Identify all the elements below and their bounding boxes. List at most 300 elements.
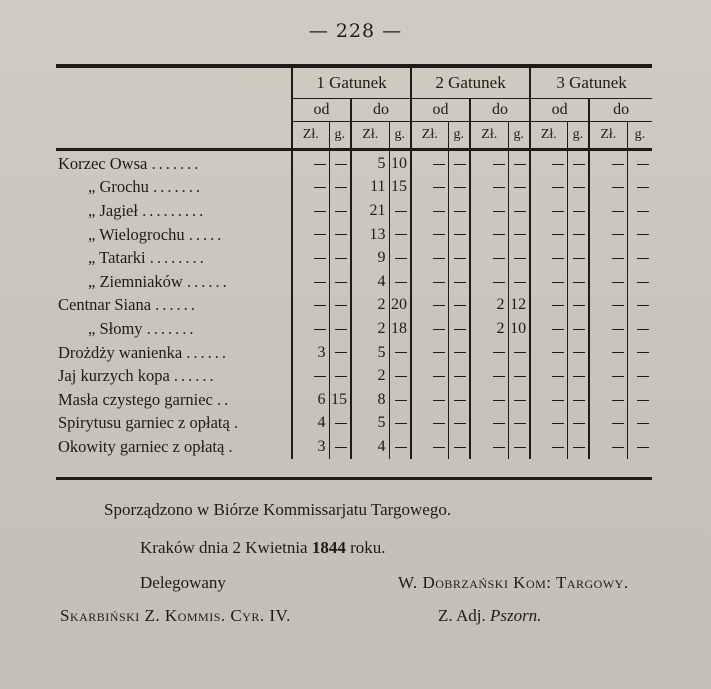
price-cell: 2 (351, 364, 389, 388)
price-cell (589, 199, 627, 223)
empty-dash (314, 258, 326, 259)
leader-dots: . (228, 436, 236, 456)
price-cell (589, 412, 627, 436)
table-bottom-rule (56, 477, 652, 480)
empty-dash (395, 211, 407, 212)
item-name-text: „ Ziemniaków (88, 271, 183, 291)
price-cell (292, 246, 329, 270)
leader-dots: ..... (188, 224, 225, 244)
leader-dots: ....... (146, 318, 197, 338)
empty-dash (514, 187, 526, 188)
empty-dash (552, 164, 564, 165)
price-cell (567, 176, 589, 200)
price-cell (389, 341, 411, 365)
price-cell (292, 223, 329, 247)
empty-dash (433, 376, 445, 377)
leader-dots: .. (216, 389, 232, 409)
table-row (56, 364, 652, 388)
item-name-text: „ Słomy (88, 318, 143, 338)
empty-dash (573, 352, 585, 353)
empty-dash (433, 447, 445, 448)
price-cell: 8 (351, 388, 389, 412)
empty-dash (552, 187, 564, 188)
item-name (56, 176, 292, 200)
empty-dash (612, 447, 624, 448)
price-cell (470, 246, 508, 270)
empty-dash (493, 211, 505, 212)
empty-dash (612, 258, 624, 259)
empty-dash (573, 211, 585, 212)
empty-dash (395, 400, 407, 401)
item-name (56, 294, 292, 318)
empty-dash (573, 447, 585, 448)
price-cell (530, 341, 567, 365)
price-cell (508, 412, 530, 436)
year-suffix: roku. (350, 538, 386, 557)
price-cell (627, 148, 652, 176)
price-cell: 18 (389, 317, 411, 341)
price-cell (627, 341, 652, 365)
price-cell (530, 246, 567, 270)
price-cell (530, 412, 567, 436)
item-name-text: Spirytusu garniec z opłatą (58, 413, 230, 433)
empty-dash (612, 352, 624, 353)
price-cell (448, 388, 470, 412)
empty-dash (395, 258, 407, 259)
leader-dots: ........ (149, 248, 207, 268)
price-cell: 13 (351, 223, 389, 247)
item-name (56, 364, 292, 388)
price-cell (411, 223, 448, 247)
empty-dash (552, 423, 564, 424)
leader-dots: ...... (173, 366, 217, 386)
empty-dash (433, 282, 445, 283)
item-name (56, 317, 292, 341)
price-cell (292, 317, 329, 341)
price-cell (448, 412, 470, 436)
price-cell: 10 (389, 148, 411, 176)
empty-dash (433, 400, 445, 401)
empty-dash (514, 376, 526, 377)
delegate-label: Delegowany (140, 573, 226, 592)
range-od-header: od (530, 99, 589, 122)
price-cell (411, 388, 448, 412)
adjunct-signature (438, 606, 541, 626)
table-row (56, 412, 652, 436)
adjunct-prefix: Z. Adj. (438, 606, 486, 625)
unit-g-header: g. (508, 122, 530, 149)
leader-dots: . (233, 413, 242, 433)
price-cell: 2 (470, 317, 508, 341)
skarbinski-signature: Skarbiński Z. Kommis. Cyr. IV. (60, 606, 291, 625)
empty-dash (493, 282, 505, 283)
empty-dash (433, 258, 445, 259)
price-cell (627, 412, 652, 436)
empty-dash (612, 211, 624, 212)
price-cell (329, 317, 351, 341)
price-cell: 12 (508, 294, 530, 318)
empty-dash (612, 282, 624, 283)
price-cell (329, 223, 351, 247)
empty-dash (552, 400, 564, 401)
unit-header-row (56, 122, 652, 149)
price-cell (470, 435, 508, 459)
empty-dash (433, 234, 445, 235)
price-cell: 6 (292, 388, 329, 412)
empty-dash (454, 447, 466, 448)
empty-dash (433, 187, 445, 188)
price-cell: 21 (351, 199, 389, 223)
empty-dash (514, 258, 526, 259)
price-cell (567, 317, 589, 341)
table-row (56, 199, 652, 223)
empty-dash (335, 423, 347, 424)
leader-dots: ......... (142, 200, 207, 220)
price-cell (530, 364, 567, 388)
empty-dash (395, 376, 407, 377)
empty-dash (612, 164, 624, 165)
commissioner-signature: W. Dobrzański Kom: Targowy. (398, 573, 629, 592)
price-cell: 5 (351, 412, 389, 436)
empty-dash (454, 376, 466, 377)
empty-dash (433, 329, 445, 330)
price-cell (329, 435, 351, 459)
empty-dash (314, 305, 326, 306)
price-cell (411, 435, 448, 459)
price-cell (508, 246, 530, 270)
price-cell (508, 223, 530, 247)
price-cell (470, 388, 508, 412)
item-name (56, 341, 292, 365)
price-cell (292, 148, 329, 176)
empty-dash (493, 423, 505, 424)
header-spacer (56, 122, 292, 149)
price-cell (329, 199, 351, 223)
item-name-text: „ Wielogrochu (88, 224, 185, 244)
price-cell: 4 (351, 435, 389, 459)
empty-dash (573, 305, 585, 306)
empty-dash (454, 329, 466, 330)
empty-dash (514, 234, 526, 235)
price-cell (329, 364, 351, 388)
price-cell (589, 435, 627, 459)
empty-dash (335, 234, 347, 235)
price-cell (470, 412, 508, 436)
empty-dash (514, 211, 526, 212)
empty-dash (637, 164, 649, 165)
price-cell: 4 (351, 270, 389, 294)
empty-dash (612, 305, 624, 306)
price-cell (627, 176, 652, 200)
table-row (56, 246, 652, 270)
price-cell (329, 270, 351, 294)
range-do-header: do (470, 99, 530, 122)
price-cell (627, 435, 652, 459)
price-cell (627, 317, 652, 341)
price-cell (389, 246, 411, 270)
item-name-text: Drożdży wanienka (58, 342, 183, 362)
unit-zl-header: Zł. (292, 122, 329, 149)
empty-dash (573, 282, 585, 283)
price-cell (470, 199, 508, 223)
empty-dash (454, 282, 466, 283)
price-cell (530, 435, 567, 459)
empty-dash (433, 352, 445, 353)
price-cell (567, 246, 589, 270)
empty-dash (612, 423, 624, 424)
empty-dash (637, 376, 649, 377)
table-row (56, 223, 652, 247)
price-cell (567, 199, 589, 223)
empty-dash (637, 400, 649, 401)
empty-dash (395, 447, 407, 448)
price-cell (329, 246, 351, 270)
empty-dash (335, 187, 347, 188)
empty-dash (514, 164, 526, 165)
empty-dash (433, 423, 445, 424)
empty-dash (552, 376, 564, 377)
price-cell: 4 (292, 412, 329, 436)
empty-dash (573, 423, 585, 424)
empty-dash (395, 282, 407, 283)
price-cell: 9 (351, 246, 389, 270)
price-cell: 2 (351, 294, 389, 318)
empty-dash (514, 400, 526, 401)
price-cell (567, 270, 589, 294)
empty-dash (552, 211, 564, 212)
grade-header-row (56, 68, 652, 99)
year: 1844 (311, 538, 346, 557)
empty-dash (637, 234, 649, 235)
unit-zl-header: Zł. (411, 122, 448, 149)
price-cell (508, 199, 530, 223)
price-cell (567, 364, 589, 388)
price-cell (448, 294, 470, 318)
empty-dash (493, 258, 505, 259)
empty-dash (493, 376, 505, 377)
empty-dash (335, 352, 347, 353)
empty-dash (637, 187, 649, 188)
price-cell (567, 412, 589, 436)
item-name-text: Korzec Owsa (58, 153, 148, 173)
item-name-text: Centnar Siana (58, 295, 152, 315)
price-cell (627, 270, 652, 294)
price-cell (627, 294, 652, 318)
price-cell (508, 388, 530, 412)
price-table (56, 68, 652, 459)
empty-dash (314, 164, 326, 165)
price-cell (530, 270, 567, 294)
empty-dash (493, 187, 505, 188)
empty-dash (454, 305, 466, 306)
price-cell (567, 341, 589, 365)
price-cell (589, 246, 627, 270)
price-cell (389, 223, 411, 247)
empty-dash (493, 234, 505, 235)
empty-dash (514, 282, 526, 283)
price-cell: 3 (292, 435, 329, 459)
table-row (56, 341, 652, 365)
empty-dash (612, 376, 624, 377)
empty-dash (335, 258, 347, 259)
price-cell (411, 199, 448, 223)
empty-dash (612, 329, 624, 330)
price-cell (589, 148, 627, 176)
empty-dash (612, 234, 624, 235)
empty-dash (637, 258, 649, 259)
empty-dash (493, 400, 505, 401)
empty-dash (335, 164, 347, 165)
price-cell: 15 (329, 388, 351, 412)
price-cell (411, 364, 448, 388)
empty-dash (573, 258, 585, 259)
price-cell (411, 317, 448, 341)
item-name (56, 199, 292, 223)
price-cell (411, 148, 448, 176)
place-date-text: Kraków dnia 2 Kwietnia (140, 538, 308, 557)
unit-zl-header: Zł. (530, 122, 567, 149)
price-cell (411, 341, 448, 365)
price-cell (589, 364, 627, 388)
empty-dash (514, 352, 526, 353)
price-cell (389, 199, 411, 223)
page-number: — 228 — (308, 20, 403, 42)
item-name (56, 223, 292, 247)
price-cell: 10 (508, 317, 530, 341)
item-name (56, 435, 292, 459)
price-cell (508, 176, 530, 200)
empty-dash (552, 305, 564, 306)
range-header-row (56, 99, 652, 122)
price-cell (292, 199, 329, 223)
empty-dash (493, 352, 505, 353)
empty-dash (637, 282, 649, 283)
price-cell: 2 (470, 294, 508, 318)
empty-dash (573, 234, 585, 235)
price-cell (448, 246, 470, 270)
price-cell (292, 294, 329, 318)
price-cell (329, 176, 351, 200)
price-cell (448, 341, 470, 365)
empty-dash (514, 423, 526, 424)
price-cell (448, 199, 470, 223)
empty-dash (637, 423, 649, 424)
price-cell (627, 246, 652, 270)
price-cell (567, 388, 589, 412)
price-cell (448, 364, 470, 388)
empty-dash (335, 447, 347, 448)
empty-dash (433, 211, 445, 212)
table-row (56, 270, 652, 294)
price-rows (56, 148, 652, 459)
prepared-note: Sporządzono w Biórze Kommissarjatu Targowego. (104, 500, 452, 519)
empty-dash (454, 211, 466, 212)
unit-zl-header: Zł. (351, 122, 389, 149)
range-od-header: od (292, 99, 351, 122)
price-cell (329, 412, 351, 436)
range-do-header: do (351, 99, 411, 122)
price-cell (389, 435, 411, 459)
price-cell (411, 294, 448, 318)
unit-g-header: g. (448, 122, 470, 149)
leader-dots: ....... (153, 177, 203, 197)
empty-dash (335, 329, 347, 330)
range-od-header: od (411, 99, 470, 122)
price-cell (627, 388, 652, 412)
price-cell (329, 341, 351, 365)
unit-g-header: g. (329, 122, 351, 149)
price-cell (530, 294, 567, 318)
price-cell (530, 176, 567, 200)
unit-g-header: g. (389, 122, 411, 149)
price-cell: 15 (389, 176, 411, 200)
price-cell: 3 (292, 341, 329, 365)
empty-dash (454, 164, 466, 165)
price-cell (508, 341, 530, 365)
price-cell (470, 223, 508, 247)
price-cell (627, 199, 652, 223)
price-cell (589, 341, 627, 365)
price-cell (508, 364, 530, 388)
price-cell (411, 176, 448, 200)
empty-dash (493, 447, 505, 448)
price-cell (292, 364, 329, 388)
empty-dash (314, 329, 326, 330)
empty-dash (314, 282, 326, 283)
price-cell (411, 412, 448, 436)
price-cell (589, 317, 627, 341)
empty-dash (335, 376, 347, 377)
empty-dash (637, 211, 649, 212)
price-cell (508, 270, 530, 294)
empty-dash (454, 258, 466, 259)
empty-dash (314, 187, 326, 188)
empty-dash (335, 282, 347, 283)
price-cell: 5 (351, 341, 389, 365)
price-cell (448, 176, 470, 200)
empty-dash (314, 234, 326, 235)
empty-dash (612, 187, 624, 188)
empty-dash (573, 400, 585, 401)
unit-g-header: g. (567, 122, 589, 149)
unit-zl-header: Zł. (589, 122, 627, 149)
empty-dash (454, 234, 466, 235)
empty-dash (454, 400, 466, 401)
grade-1-header: 1 Gatunek (292, 68, 411, 99)
price-cell (448, 270, 470, 294)
price-cell (567, 148, 589, 176)
item-name-text: Jaj kurzych kopa (58, 366, 170, 386)
price-cell (411, 246, 448, 270)
empty-dash (637, 352, 649, 353)
empty-dash (612, 400, 624, 401)
price-cell (589, 223, 627, 247)
price-cell (589, 176, 627, 200)
price-cell (627, 223, 652, 247)
header-spacer (56, 99, 292, 122)
place-date (140, 538, 386, 558)
empty-dash (637, 305, 649, 306)
item-name-text: „ Jagieł (88, 200, 138, 220)
empty-dash (335, 305, 347, 306)
price-cell (589, 294, 627, 318)
price-cell (567, 223, 589, 247)
price-cell (567, 294, 589, 318)
empty-dash (552, 447, 564, 448)
empty-dash (552, 352, 564, 353)
empty-dash (314, 376, 326, 377)
empty-dash (395, 234, 407, 235)
